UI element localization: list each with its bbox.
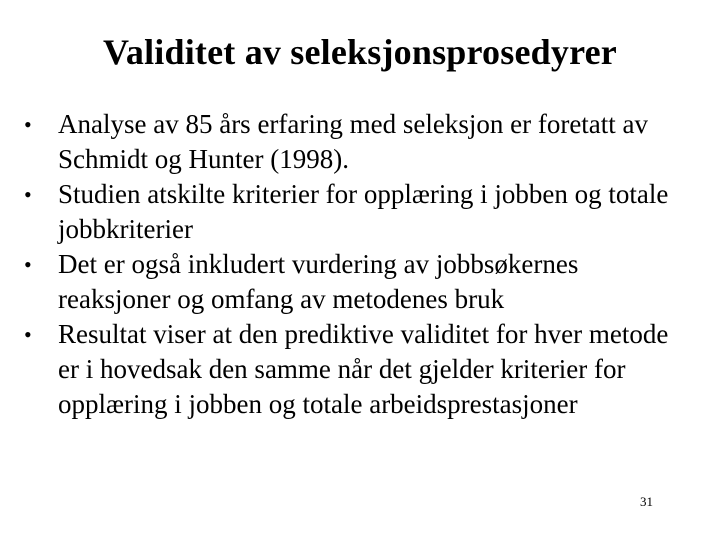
bullet-text: Det er også inkludert vurdering av jobbsøkernes reaksjoner og omfang av metodenes bruk (58, 249, 579, 314)
bullet-item-4 (0, 317, 720, 422)
bullet-icon: • (24, 182, 32, 207)
bullet-icon: • (24, 252, 32, 277)
bullet-text: Resultat viser at den prediktive validitet for hver metode er i hovedsak den samme når det gjelder kriterier for opplæring i jobben og totale arbeidsprestasjoner (58, 319, 669, 419)
bullet-text: Studien atskilte kriterier for opplæring i jobben og totale jobbkriterier (58, 179, 669, 244)
bullet-icon: • (24, 112, 32, 137)
bullet-item-1 (0, 107, 720, 177)
bullet-text: Analyse av 85 års erfaring med seleksjon er foretatt av Schmidt og Hunter (1998). (58, 109, 649, 174)
bullet-list (0, 107, 720, 422)
bullet-item-3 (0, 247, 720, 317)
page-number: 31 (640, 494, 653, 509)
slide-title: Validitet av seleksjonsprosedyrer (103, 32, 617, 72)
bullet-item-2 (0, 177, 720, 247)
bullet-icon: • (24, 322, 32, 347)
